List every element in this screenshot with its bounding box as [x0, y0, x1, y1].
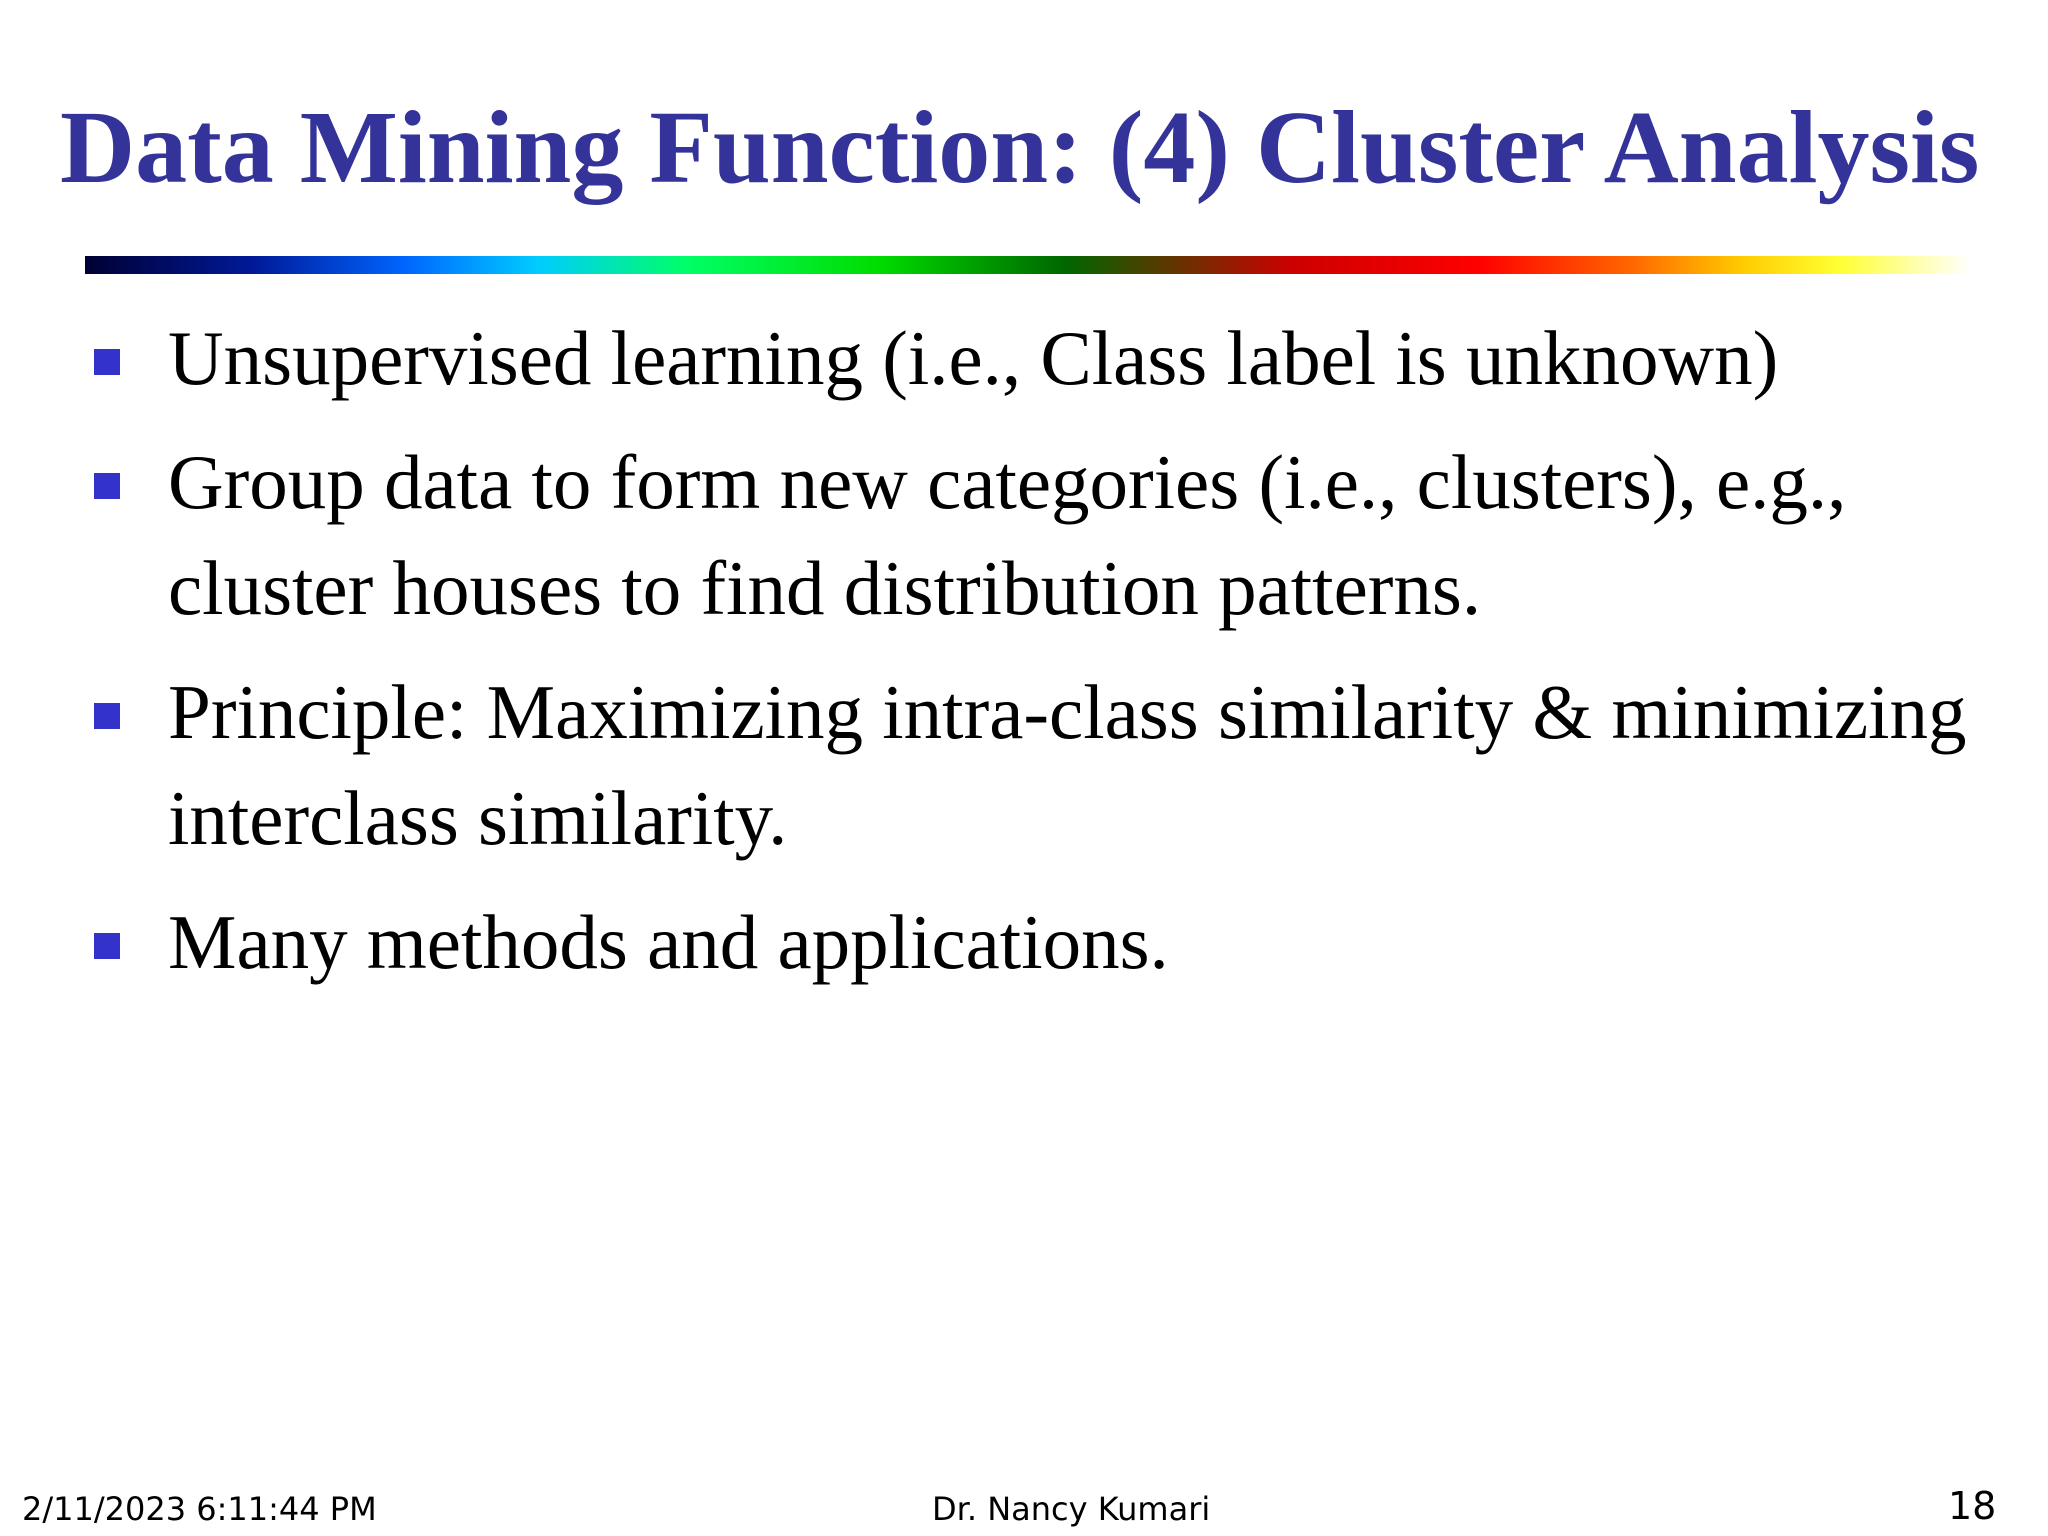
bullet-text: Unsupervised learning (i.e., Class label is unknown) — [168, 315, 1779, 401]
bullet-text: Many methods and applications. — [168, 899, 1169, 985]
slide-title: Data Mining Function: (4) Cluster Analysis — [60, 90, 1980, 205]
bullet-text: Group data to form new categories (i.e., clusters), e.g., cluster houses to find distribution patterns. — [168, 439, 1847, 631]
square-bullet-icon — [94, 703, 120, 729]
footer-author: Dr. Nancy Kumari — [932, 1490, 1211, 1528]
square-bullet-icon — [94, 933, 120, 959]
slide-number: 18 — [1948, 1484, 1997, 1528]
square-bullet-icon — [94, 349, 120, 375]
square-bullet-icon — [94, 473, 120, 499]
bullet-item — [0, 305, 2048, 411]
bullet-item — [0, 889, 2048, 995]
rainbow-divider — [85, 256, 1970, 274]
bullet-text: Principle: Maximizing intra-class similarity & minimizing interclass similarity. — [168, 669, 1967, 861]
footer-date: 2/11/2023 6:11:44 PM — [22, 1490, 377, 1528]
bullet-list — [0, 305, 2048, 1013]
bullet-item — [0, 659, 2048, 871]
bullet-item — [0, 429, 2048, 641]
